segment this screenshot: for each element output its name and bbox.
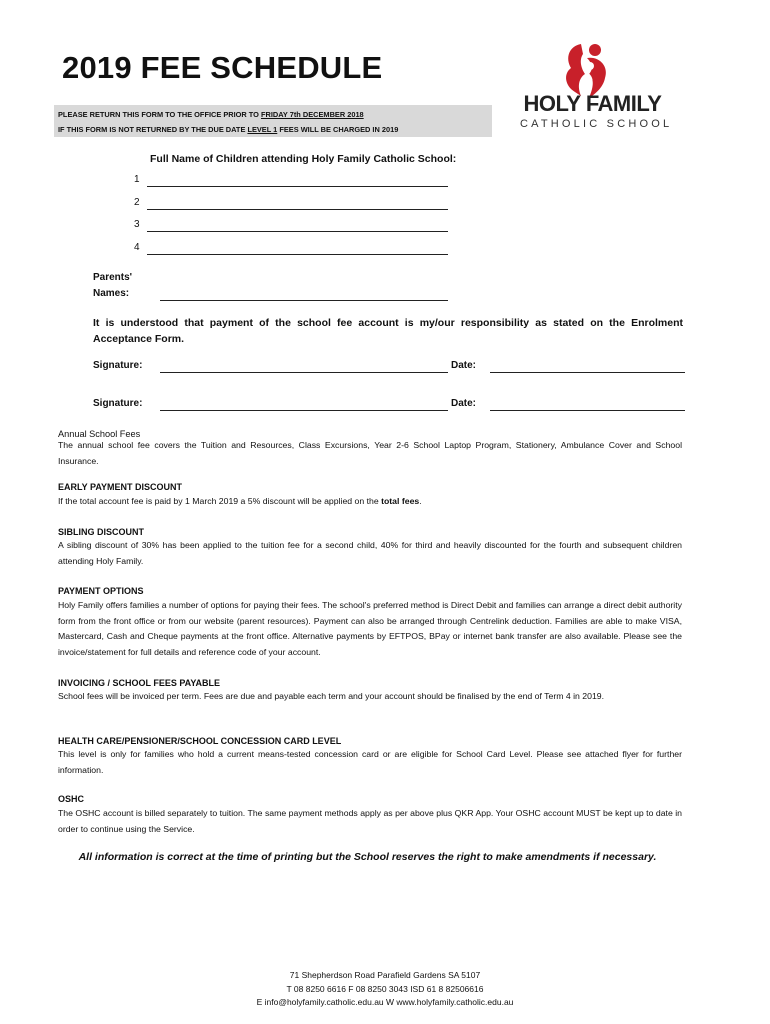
payment-options-heading: PAYMENT OPTIONS [58, 586, 144, 596]
signature-field[interactable] [160, 410, 448, 411]
notice-line-level [58, 125, 398, 134]
invoicing-heading: INVOICING / SCHOOL FEES PAYABLE [58, 678, 221, 688]
responsibility-statement: It is understood that payment of the school fee account is my/our responsibility as stated on the Enrolment Acceptance Form. [93, 317, 683, 345]
oshc-heading: OSHC [58, 794, 85, 804]
child-name-field[interactable] [147, 209, 448, 210]
child-number: 1 [134, 174, 140, 185]
signature-label: Signature: [93, 360, 143, 371]
sibling-discount-heading: SIBLING DISCOUNT [58, 527, 145, 537]
early-payment-text-end: . [419, 496, 422, 506]
child-number: 4 [134, 242, 140, 253]
annual-fees-body: The annual school fee covers the Tuition and Resources, Class Excursions, Year 2-6 School Laptop Program, Stationery, Ambulance Cover and School Insurance. [58, 440, 682, 466]
date-label: Date: [451, 360, 477, 371]
child-name-field[interactable] [147, 254, 448, 255]
child-number: 3 [134, 219, 140, 230]
parents-names-label [93, 270, 132, 302]
parents-label-line: Names: [93, 288, 130, 299]
child-name-field[interactable] [147, 231, 448, 232]
parents-names-field[interactable] [160, 300, 448, 301]
logo-school-subtitle: CATHOLIC SCHOOL [520, 118, 673, 130]
signature-label: Signature: [93, 398, 143, 409]
school-logo [515, 40, 673, 132]
date-label: Date: [451, 398, 477, 409]
sibling-discount-body: A sibling discount of 30% has been applied to the tuition fee for a second child, 40% for third and heavily discounted for the fourth and subsequent children attending Holy Family. [58, 540, 682, 566]
children-names-label: Full Name of Children attending Holy Family Catholic School: [150, 153, 457, 165]
oshc-body: The OSHC account is billed separately to tuition. The same payment methods apply as per above plus QKR App. Your OSHC account MUST be kept up to date in order to continue using the Service. [58, 808, 682, 834]
footer-contact: E info@holyfamily.catholic.edu.au W www.holyfamily.catholic.edu.au [256, 997, 514, 1007]
notice-text: PLEASE RETURN THIS FORM TO THE OFFICE PRIOR TO [58, 110, 261, 119]
child-name-field[interactable] [147, 186, 448, 187]
page-title: 2019 FEE SCHEDULE [62, 50, 383, 85]
return-notice-box [54, 105, 492, 137]
concession-heading: HEALTH CARE/PENSIONER/SCHOOL CONCESSION CARD LEVEL [58, 736, 342, 746]
annual-fees-heading: Annual School Fees [58, 429, 141, 439]
early-payment-total-fees: total fees [381, 496, 420, 506]
logo-school-name: HOLY FAMILY [523, 91, 662, 116]
disclaimer-note: All information is correct at the time of printing but the School reserves the right to make amendments if necessary. [78, 851, 657, 863]
notice-text: FEES WILL BE CHARGED IN 2019 [277, 125, 399, 134]
footer-address: 71 Shepherdson Road Parafield Gardens SA 5107 [289, 970, 481, 980]
notice-level: LEVEL 1 [247, 125, 278, 134]
signature-field[interactable] [160, 372, 448, 373]
date-field[interactable] [490, 410, 685, 411]
early-payment-heading: EARLY PAYMENT DISCOUNT [58, 482, 183, 492]
invoicing-body: School fees will be invoiced per term. Fees are due and payable each term and your account should be finalised by the end of Term 4 in 2019. [58, 691, 605, 701]
child-number: 2 [134, 197, 140, 208]
parents-label-line: Parents' [93, 272, 133, 283]
notice-due-date: FRIDAY 7th DECEMBER 2018 [260, 110, 364, 119]
early-payment-body [58, 494, 682, 510]
concession-body: This level is only for families who hold a current means-tested concession card or are eligible for School Card Level. Please see attached flyer for further information. [58, 749, 682, 775]
notice-text: IF THIS FORM IS NOT RETURNED BY THE DUE DATE [58, 125, 248, 134]
notice-line-return [58, 110, 364, 119]
payment-options-body: Holy Family offers families a number of options for paying their fees. The school's preferred method is Direct Debit and families can arrange a direct debit authority form from the front office or from our website (parent resources). Payment can also be arranged through Centrelink deduction. Families are able to make VISA, Mastercard, Cash and Cheque payments at the front office. Alternative payments by EFTPOS, BPay or internet bank transfer are also available. Please see the invoice/statement for full details and reference code of your account. [58, 600, 682, 657]
early-payment-text: If the total account fee is paid by 1 March 2019 a 5% discount will be applied on the [58, 496, 382, 506]
footer-phone: T 08 8250 6616 F 08 8250 3043 ISD 61 8 82506616 [286, 984, 484, 994]
date-field[interactable] [490, 372, 685, 373]
